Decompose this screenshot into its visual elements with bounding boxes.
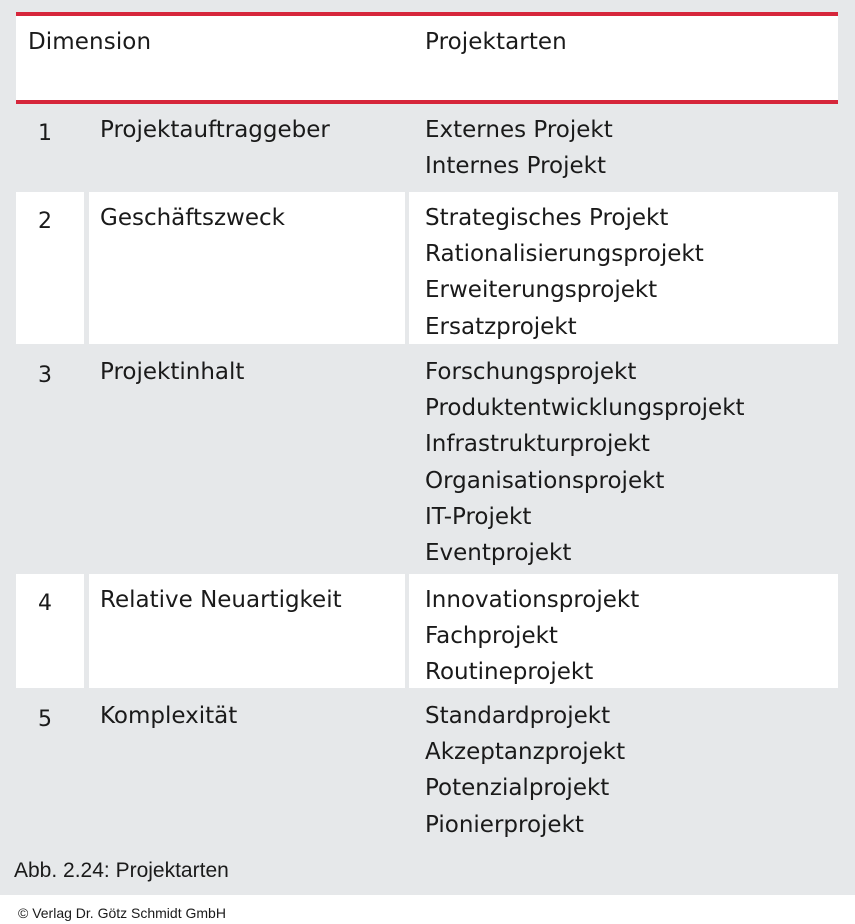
project-type-item: Infrastrukturprojekt (425, 431, 650, 458)
project-type-item: Strategisches Projekt (425, 205, 669, 231)
row-number: 3 (38, 363, 52, 388)
row-dimension: Projektauftraggeber (100, 117, 330, 143)
project-type-item: Pionierprojekt (425, 811, 584, 838)
project-type-item: Standardprojekt (425, 703, 611, 729)
project-types-list (425, 200, 704, 345)
row-dimension: Komplexität (100, 703, 238, 729)
table-row (16, 192, 838, 344)
row-number: 5 (38, 707, 52, 732)
project-type-item: Externes Projekt (425, 117, 613, 143)
row-dimension: Relative Neuartigkeit (100, 587, 342, 613)
table-row (16, 346, 838, 574)
project-type-item: Produktentwicklungsprojekt (425, 395, 745, 422)
header-dimension: Dimension (28, 29, 152, 55)
project-types-list (425, 582, 639, 691)
project-type-item: Organisationsprojekt (425, 467, 665, 494)
project-types-list (425, 112, 613, 184)
row-dimension: Geschäftszweck (100, 205, 285, 231)
figure-caption: Abb. 2.24: Projektarten (14, 859, 229, 882)
row-number: 2 (38, 209, 52, 234)
project-type-item: Ersatzprojekt (425, 313, 577, 340)
project-type-item: Forschungsprojekt (425, 359, 637, 385)
table-row (16, 574, 838, 688)
copyright-notice: © Verlag Dr. Götz Schmidt GmbH (18, 905, 226, 921)
project-types-list (425, 354, 745, 571)
project-type-item: Erweiterungsprojekt (425, 277, 658, 304)
project-type-item: Routineprojekt (425, 659, 594, 686)
project-type-item: Potenzialprojekt (425, 775, 610, 802)
project-type-item: Innovationsprojekt (425, 587, 640, 613)
project-types-list (425, 698, 625, 843)
table-row (16, 690, 838, 840)
project-type-item: Akzeptanzprojekt (425, 739, 626, 766)
row-dimension: Projektinhalt (100, 359, 245, 385)
project-type-item: IT-Projekt (425, 503, 532, 530)
row-number: 1 (38, 121, 52, 146)
row-number: 4 (38, 591, 52, 616)
table-header (16, 16, 838, 100)
table-row (16, 104, 838, 192)
header-project-types: Projektarten (425, 29, 567, 55)
project-type-item: Rationalisierungsprojekt (425, 241, 704, 268)
project-type-item: Internes Projekt (425, 153, 606, 180)
project-type-item: Fachprojekt (425, 623, 558, 650)
project-type-item: Eventprojekt (425, 540, 572, 567)
